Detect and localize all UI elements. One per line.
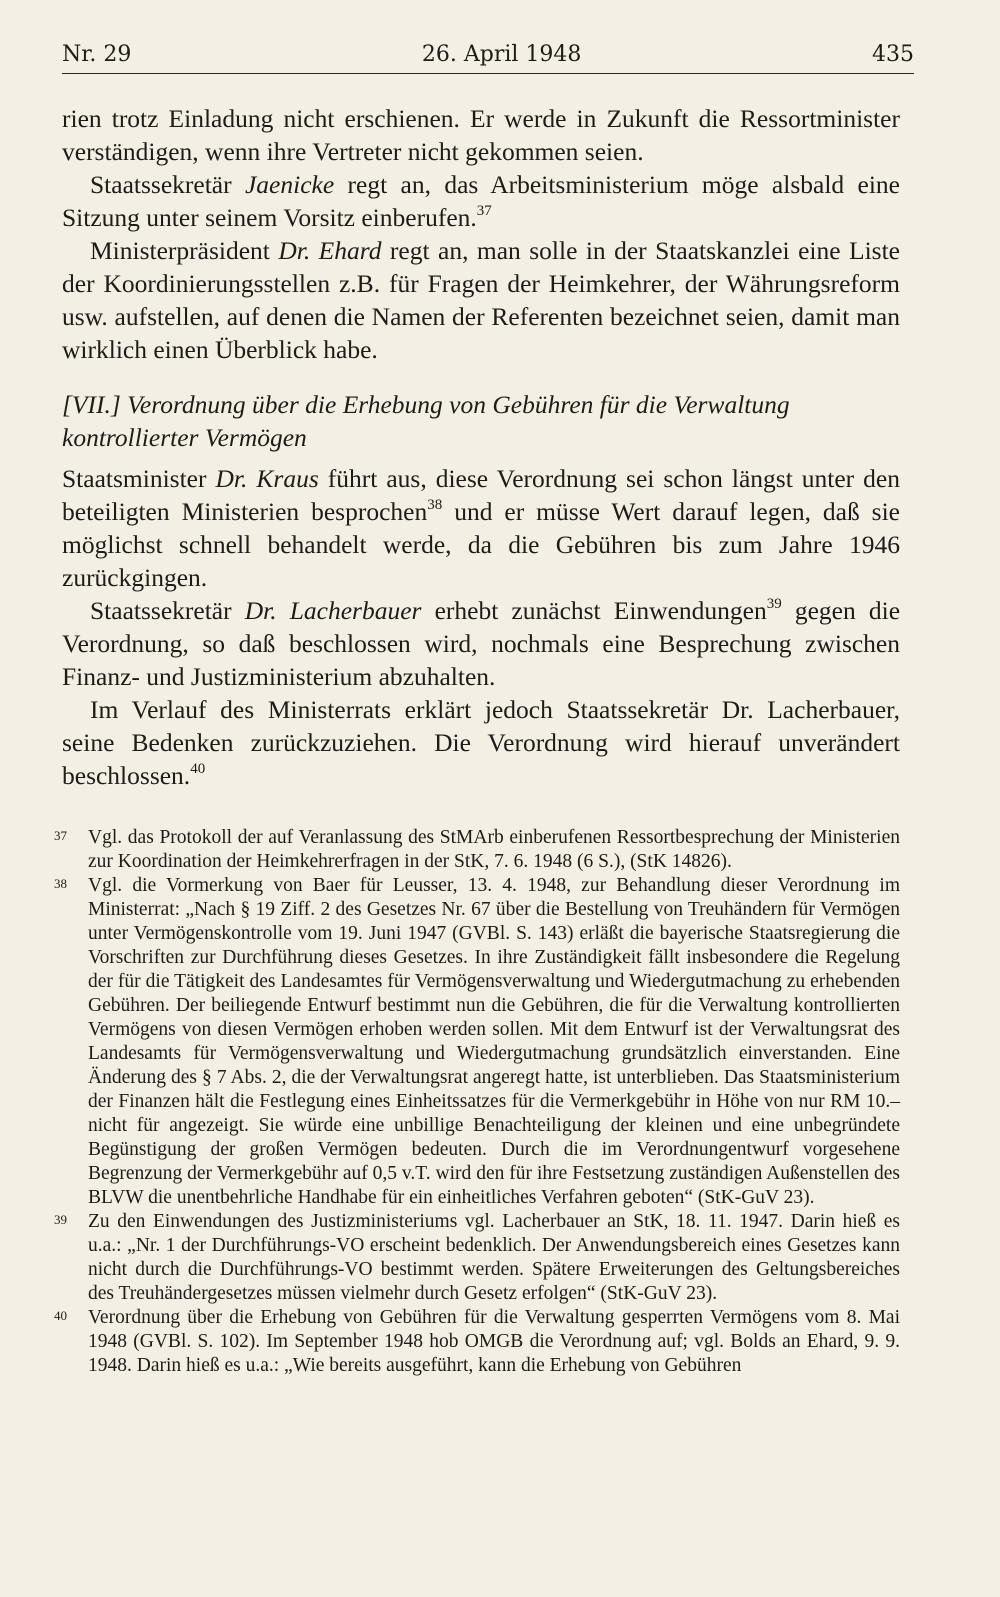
footnote-number: 37 bbox=[54, 828, 67, 843]
person-name: Dr. Kraus bbox=[215, 464, 319, 493]
footnote-ref: 38 bbox=[427, 497, 443, 513]
text-span: Ministerpräsident bbox=[90, 236, 279, 265]
page-number: 435 bbox=[872, 42, 914, 67]
paragraph bbox=[62, 462, 900, 594]
text-span: und er müsse Wert darauf legen, daß sie möglichst schnell behandelt werde, da die Gebühren bis zum Jahre 1946 zurückgingen. bbox=[62, 497, 901, 592]
footnote-number: 39 bbox=[54, 1212, 67, 1227]
footnote-text: Vgl. die Vormerkung von Baer für Leusser, 13. 4. 1948, zur Behandlung dieser Verordnung im Ministerrat: „Nach § 19 Ziff. 2 des Gesetzes Nr. 67 über die Bestellung von Treuhändern für Vermögen unter Vermögenskontrolle vom 19. Juni 1947 (GVBl. S. 143) erläßt die bayerische Staatsregierung die Vorschriften zur Durchführung dieses Gesetzes. In ihre Zuständigkeit fällt insbesondere die Regelung der für die Tätigkeit des Landesamtes für Vermögensverwaltung und Wiedergutmachung zu erhebenden Gebühren. Der beiliegende Entwurf bestimmt nun die Gebühren, die für die Verwaltung kontrollierten Vermögens von diesen Vermögen erhoben werden sollen. Mit dem Entwurf ist der Verwaltungsrat des Landesamts für Vermögensverwaltung und Wiedergutmachung grundsätzlich einverstanden. Eine Änderung des § 7 Abs. 2, die der Verwaltungsrat angeregt hatte, ist unterblieben. Das Staatsministerium der Finanzen hält die Festlegung eines Einheitssatzes für die Vermerkgebühr in Höhe von nur RM 10.– nicht für angezeigt. Sie würde eine unbillige Benachteiligung der kleinen und eine unbegründete Begünstigung der großen Vermögen bedeuten. Durch die im Verordnungentwurf vorgesehene Begrenzung der Vermerkgebühr auf 0,5 v.T. wird den für ihre Festsetzung zuständigen Außenstellen des BLVW die unentbehrliche Handhabe für ein einheitliches Verfahren geboten“ (StK-GuV 23). bbox=[88, 875, 900, 1208]
text-span: gegen die Verordnung, so daß beschlossen wird, nochmals eine Besprechung zwischen Finanz- und Justizministerium abzuhalten. bbox=[62, 596, 901, 691]
footnote bbox=[54, 1306, 900, 1378]
paragraph bbox=[62, 234, 900, 366]
running-header bbox=[62, 42, 914, 74]
text-span: Staatsminister bbox=[62, 464, 216, 493]
text-span: Staatssekretär bbox=[90, 170, 245, 199]
paragraph bbox=[62, 693, 900, 792]
footnote-text: Vgl. das Protokoll der auf Veranlassung des StMArb einberufenen Ressortbesprechung der Ministerien zur Koordination der Heimkehrerfragen in der StK, 7. 6. 1948 (6 S.), (StK 14826). bbox=[88, 827, 900, 872]
section-heading: [VII.] Verordnung über die Erhebung von Gebühren für die Verwaltung kontrollierter Vermögen bbox=[62, 390, 790, 452]
text-span: regt an, man solle in der Staatskanzlei eine Liste der Koordinierungsstellen z.B. für Fragen der Heimkehrer, der Währungsreform usw. aufstellen, auf denen die Namen der Referenten bezeichnet seien, damit man wirklich einen Überblick habe. bbox=[62, 236, 900, 364]
paragraph bbox=[62, 594, 900, 693]
text-span: erhebt zunächst Einwendungen bbox=[421, 596, 767, 625]
paragraph: rien trotz Einladung nicht erschienen. Er werde in Zukunft die Ressortminister verständigen, wenn ihre Vertreter nicht gekommen seien. bbox=[62, 104, 900, 166]
footnotes bbox=[54, 826, 900, 1378]
text-span: Staatssekretär bbox=[90, 596, 245, 625]
person-name: Jaenicke bbox=[244, 170, 335, 199]
footnote bbox=[54, 826, 900, 874]
text-span: führt aus, diese Verordnung sei schon längst unter den beteiligten Ministerien besprochen bbox=[62, 464, 901, 526]
text-span: regt an, das Arbeitsministerium möge alsbald eine Sitzung unter seinem Vorsitz einberufen. bbox=[62, 170, 900, 232]
body-text bbox=[62, 102, 900, 792]
footnote-ref: 37 bbox=[476, 203, 492, 219]
footnote bbox=[54, 874, 900, 1210]
person-name: Dr. Lacherbauer bbox=[244, 596, 422, 625]
footnote-number: 40 bbox=[54, 1308, 67, 1323]
footnote-text: Verordnung über die Erhebung von Gebühren für die Verwaltung gesperrten Vermögens vom 8. Mai 1948 (GVBl. S. 102). Im September 1948 hob OMGB die Verordnung auf; vgl. Bolds an Ehard, 9. 9. 1948. Darin hieß es u.a.: „Wie bereits ausgeführt, kann die Erhebung von Gebühren bbox=[88, 1307, 900, 1376]
footnote-number: 38 bbox=[54, 876, 67, 891]
header-date: 26. April 1948 bbox=[421, 42, 582, 67]
footnote-ref: 39 bbox=[766, 596, 782, 612]
issue-number: Nr. 29 bbox=[62, 42, 132, 67]
paragraph bbox=[62, 168, 900, 234]
footnote-text: Zu den Einwendungen des Justizministeriums vgl. Lacherbauer an StK, 18. 11. 1947. Darin hieß es u.a.: „Nr. 1 der Durchführungs-VO erscheint bedenklich. Der Anwendungsbereich eines Gesetzes kann nicht durch die Durchführungs-VO bestimmt werden. Spätere Erweiterungen des Geltungsbereiches des Treuhändergesetzes müssen vielmehr durch Gesetz erfolgen“ (StK-GuV 23). bbox=[88, 1211, 900, 1304]
footnote-ref: 40 bbox=[190, 761, 206, 777]
person-name: Dr. Ehard bbox=[278, 236, 382, 265]
footnote bbox=[54, 1210, 900, 1306]
text-span: Im Verlauf des Ministerrats erklärt jedoch Staatssekretär Dr. Lacherbauer, seine Bedenken zurückzuziehen. Die Verordnung wird hierauf unverändert beschlossen. bbox=[62, 695, 900, 790]
